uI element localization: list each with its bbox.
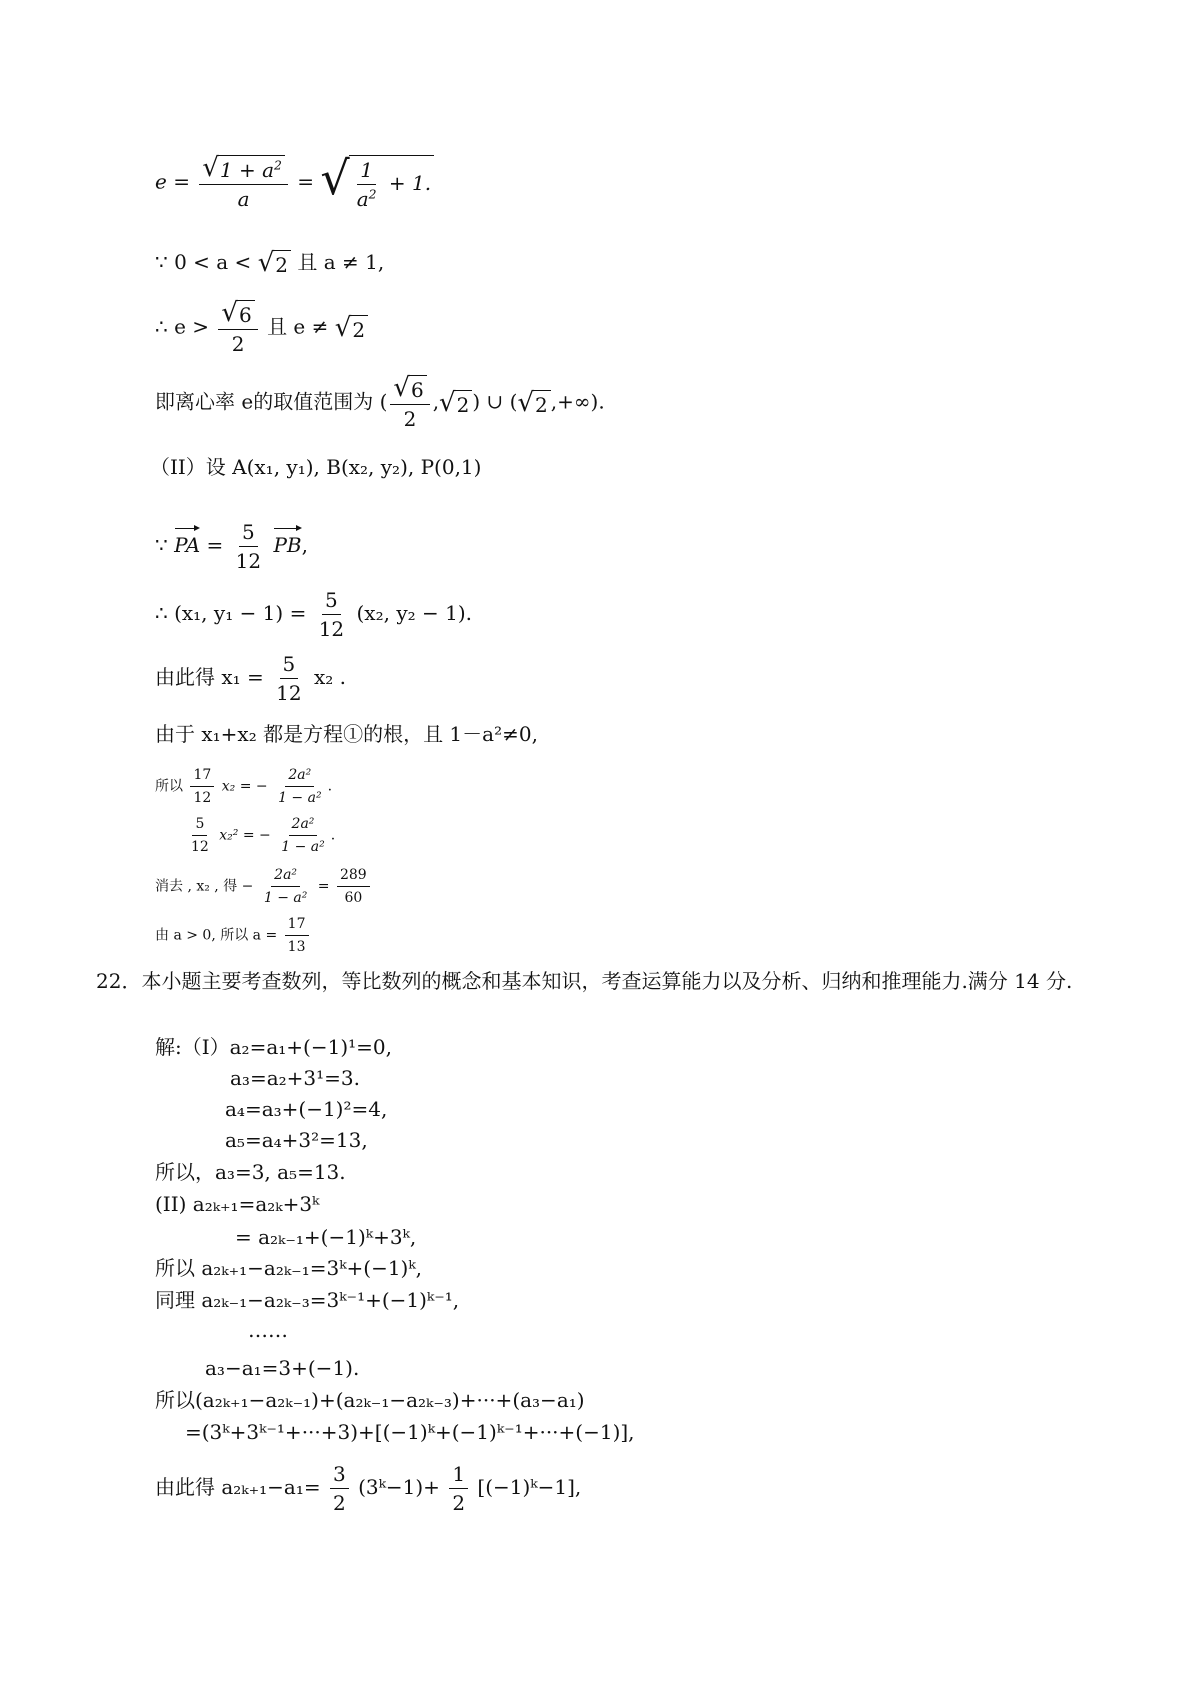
roots-statement: 由于 x₁+x₂ 都是方程①的根，且 1－a²≠0,	[155, 722, 538, 746]
q22-solution-line-12: 所以(a₂ₖ₊₁−a₂ₖ₋₁)+(a₂ₖ₋₁−a₂ₖ₋₃)+···+(a₃−a₁)	[155, 1388, 585, 1412]
q22-solution-line-6: (II) a₂ₖ₊₁=a₂ₖ+3ᵏ	[155, 1192, 320, 1216]
q22-solution-line-13: =(3ᵏ+3ᵏ⁻¹+···+3)+[(−1)ᵏ+(−1)ᵏ⁻¹+···+(−1)],	[185, 1420, 635, 1444]
q22-solution-line-14: 由此得 a₂ₖ₊₁−a₁= $\frac{3}{2}$ (3ᵏ−1)+ $\frac{1}{2}$ [(−1)ᵏ−1],	[155, 1462, 582, 1515]
elimination-step: 消去 , x₂ , 得 − $\frac{\text{2a²}}{\text{1 − a²}}$ = $\frac{289}{60}$	[155, 866, 373, 907]
therefore-line: ∴ e > √ 6 2 且 e ≠ √ 2	[155, 300, 368, 356]
q22-solution-ellipsis: ……	[248, 1318, 288, 1342]
eccentricity-root: √ $\frac{1}{a^2}$ + 1.	[320, 155, 434, 211]
q22-solution-line-8: 所以 a₂ₖ₊₁−a₂ₖ₋₁=3ᵏ+(−1)ᵏ,	[155, 1256, 423, 1280]
eccentricity-formula: e = √ $1 + a^2$ a = √ $\frac{1}{a^2}$ + 1.	[155, 155, 434, 211]
q22-solution-line-9: 同理 a₂ₖ₋₁−a₂ₖ₋₃=3ᵏ⁻¹+(−1)ᵏ⁻¹,	[155, 1288, 460, 1312]
because-line: ∵ 0 < a < √ 2 且 a ≠ 1,	[155, 248, 385, 278]
q22-solution-line-4: a₅=a₄+3²=13,	[225, 1128, 368, 1152]
q22-solution-line-2: a₃=a₂+3¹=3.	[230, 1066, 360, 1090]
vector-pb: PB	[273, 525, 301, 557]
product-equation: $\frac{5}{12}$ x₂² = − $\frac{\text{2a²}}{\text{1 − a²}}$ .	[191, 816, 336, 855]
question-22-intro: 22．本小题主要考查数列，等比数列的概念和基本知识，考查运算能力以及分析、归纳和推理能力.满分 14 分.	[96, 969, 1073, 993]
final-a-value: 由 a > 0, 所以 a = $\frac{17}{13}$	[155, 915, 312, 956]
sum-equation: 所以 $\frac{17}{12}$ x₂ = − $\frac{\text{2a²}}{\text{1 − a²}}$ .	[155, 767, 333, 806]
coordinate-relation: ∴ (x₁, y₁ − 1) = $\frac{5}{12}$ (x₂, y₂ − 1).	[155, 588, 472, 641]
eccentricity-fraction: √ $1 + a^2$ a	[199, 155, 288, 211]
q22-solution-line-7: = a₂ₖ₋₁+(−1)ᵏ+3ᵏ,	[235, 1225, 417, 1249]
part2-setup: （II）设 A(x₁, y₁), B(x₂, y₂), P(0,1)	[150, 455, 482, 479]
q22-solution-line-11: a₃−a₁=3+(−1).	[205, 1356, 360, 1380]
q22-solution-line-3: a₄=a₃+(−1)²=4,	[225, 1097, 388, 1121]
x1-derivation: 由此得 x₁ = $\frac{5}{12}$ x₂ .	[155, 652, 346, 705]
vector-pa: PA	[174, 525, 200, 557]
q22-solution-line-1: 解:（I）a₂=a₁+(−1)¹=0,	[155, 1035, 392, 1059]
q22-solution-line-5: 所以，a₃=3, a₅=13.	[155, 1160, 346, 1184]
eccentricity-range: 即离心率 e的取值范围为 ( √ 6 2 , √ 2 ) ∪ ( √ 2 ,+∞).	[155, 373, 605, 431]
vector-relation: ∵ PA = $\frac{5}{12}$ PB,	[155, 520, 308, 573]
